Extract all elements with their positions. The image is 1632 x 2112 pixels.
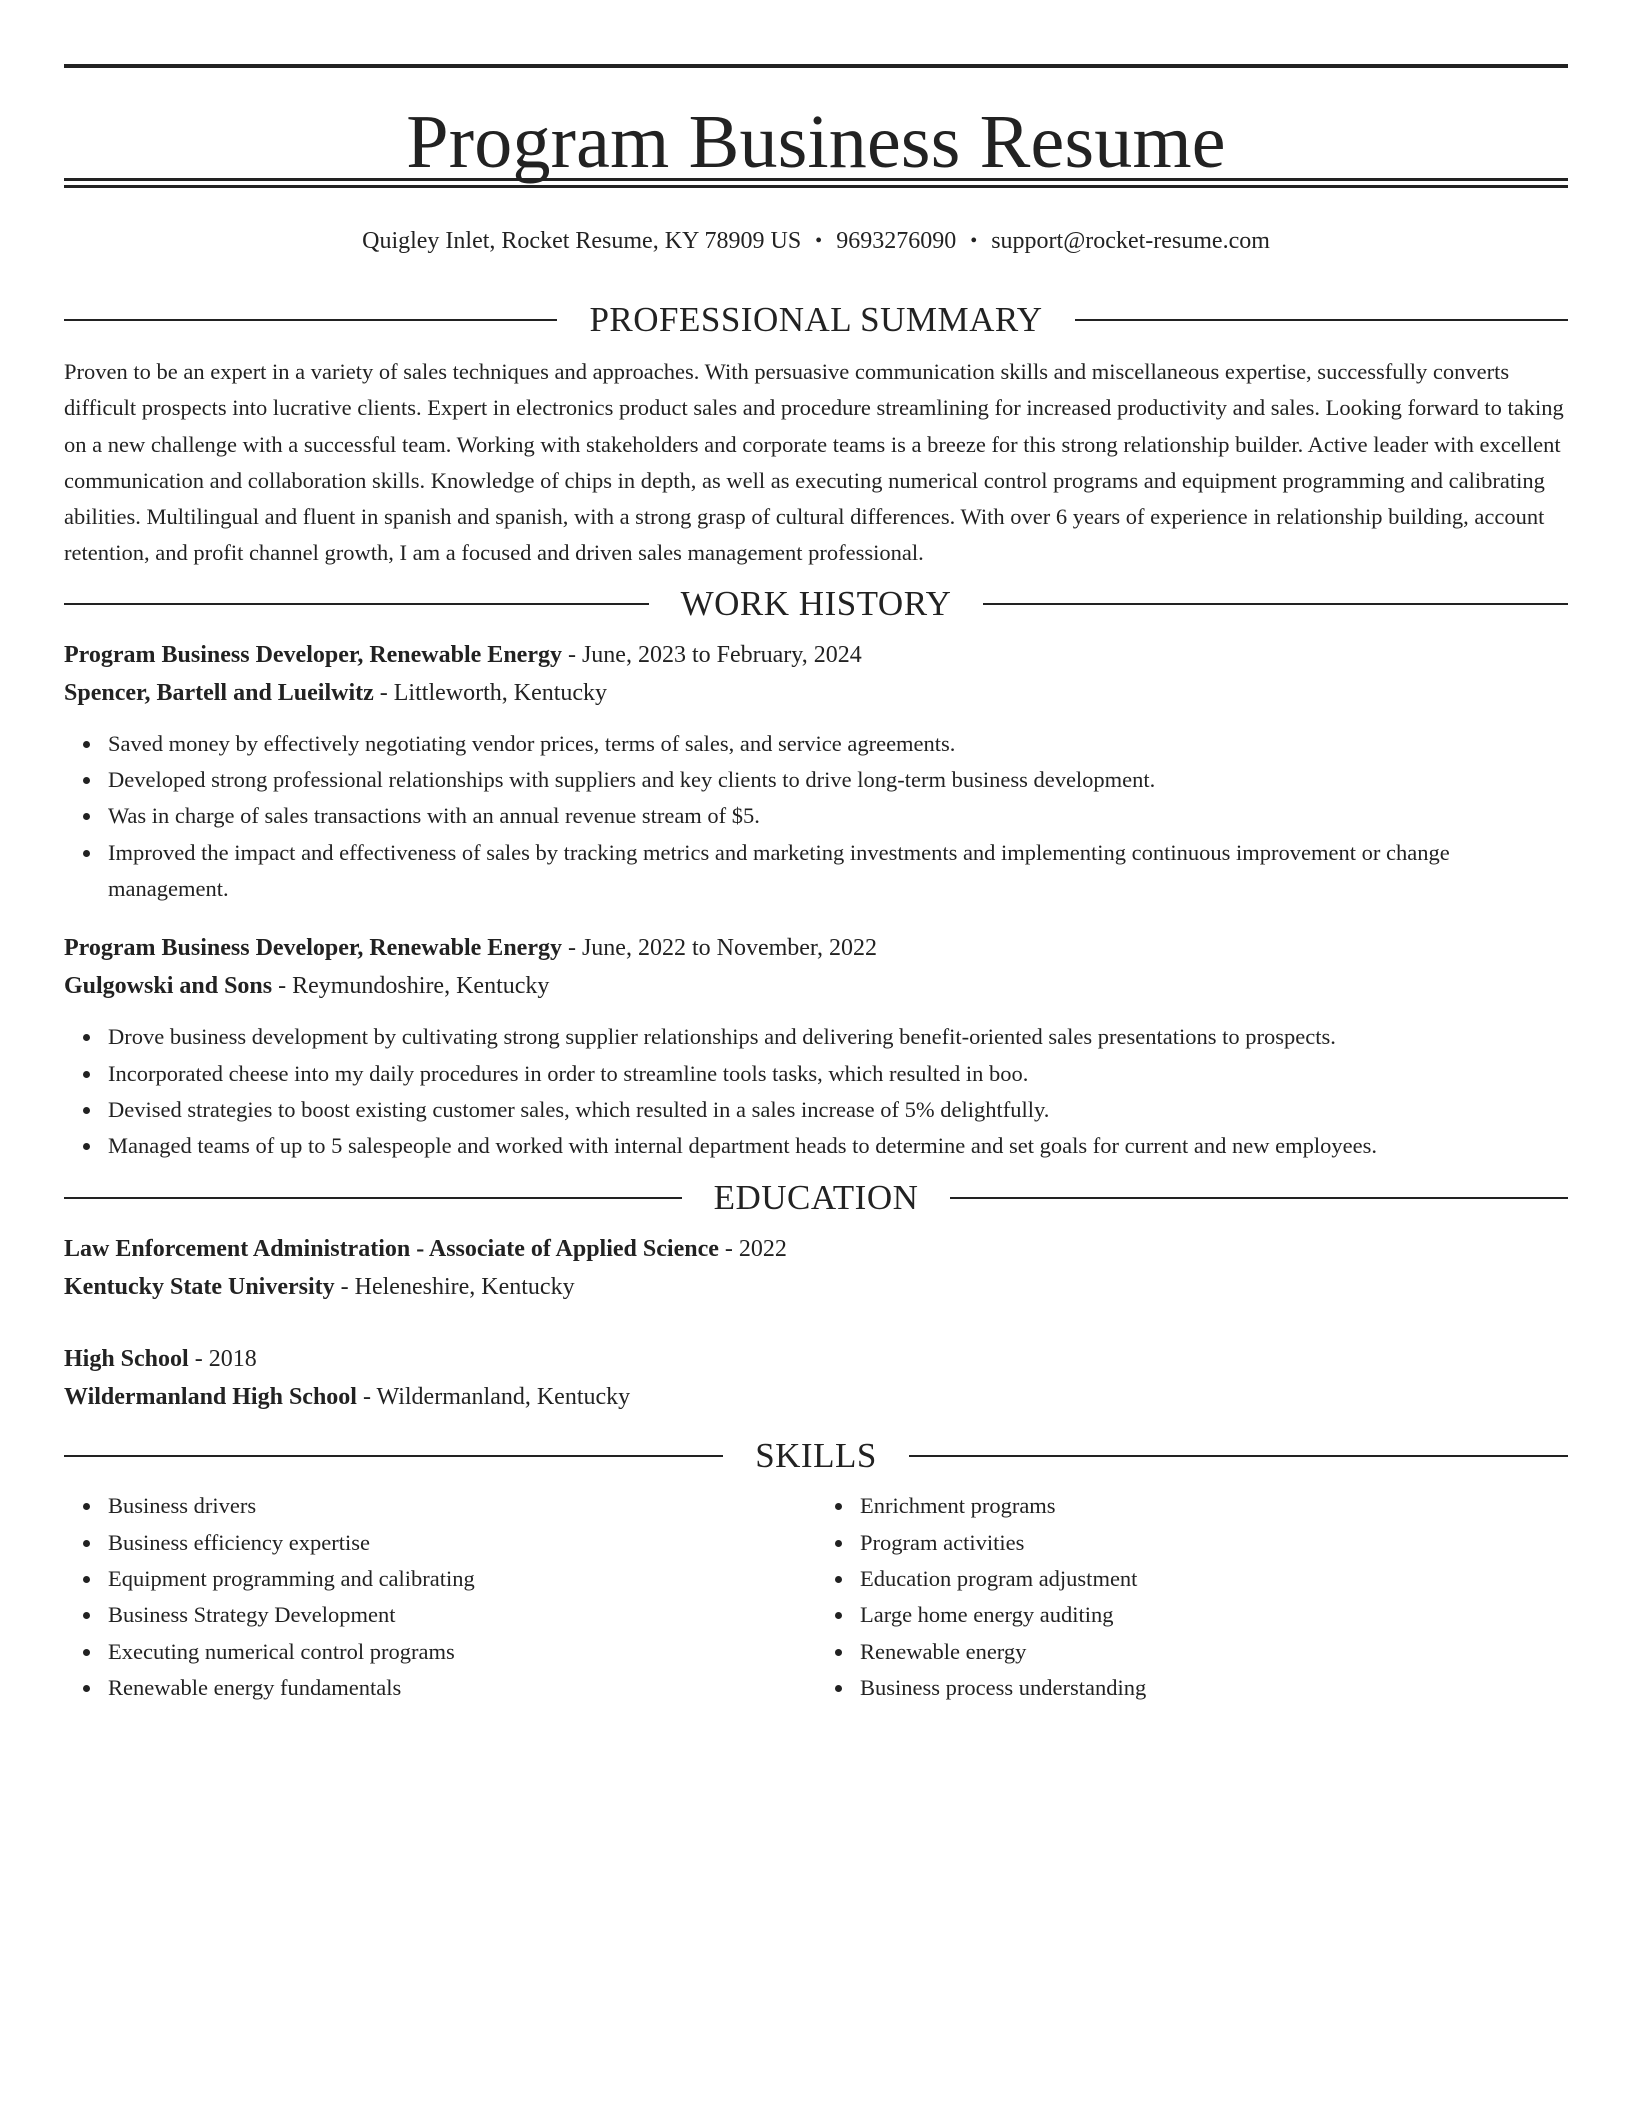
section-header-summary <box>64 300 1568 340</box>
section-title-work: WORK HISTORY <box>680 583 952 623</box>
summary-text: Proven to be an expert in a variety of sales techniques and approaches. With persuasive communication skills and miscellaneous expertise, successfully converts difficult prospects into lucrative clients. Expert in electronics product sales and procedure streamlining for increased productivity and sales. Looking forward to taking on a new challenge with a successful team. Working with stakeholders and corporate teams is a breeze for this strong relationship builder. Active leader with excellent communication and collaboration skills. Knowledge of chips in depth, as well as executing numerical control programs and equipment programming and calibrating abilities. Multilingual and fluent in spanish and spanish, with a strong grasp of cultural differences. With over 6 years of experience in relationship building, account retention, and profit channel growth, I am a focused and driven sales management professional. <box>64 359 1564 566</box>
section-header-education <box>64 1178 1568 1218</box>
resume-page <box>64 64 1568 1706</box>
education-school-line <box>64 1378 1568 1416</box>
job-title-line <box>64 929 1568 967</box>
list-item: Enrichment programs <box>860 1488 1568 1524</box>
section-rule-left <box>64 1197 682 1199</box>
job-bullets <box>64 1019 1568 1164</box>
section-title-education: EDUCATION <box>713 1178 919 1218</box>
list-item: Renewable energy fundamentals <box>108 1670 816 1706</box>
list-item: Business drivers <box>108 1488 816 1524</box>
list-item: Devised strategies to boost existing customer sales, which resulted in a sales increase of 5% delightfully. <box>108 1092 1568 1128</box>
resume-title: Program Business Resume <box>406 100 1226 184</box>
job-title: Program Business Developer, Renewable Energy <box>64 641 562 668</box>
education-location: - Wildermanland, Kentucky <box>356 1384 631 1411</box>
education-school-line <box>64 1268 1568 1306</box>
skills-list-right <box>816 1488 1568 1706</box>
list-item: Education program adjustment <box>860 1561 1568 1597</box>
job-company: Spencer, Bartell and Lueilwitz <box>64 679 374 706</box>
list-item: Drove business development by cultivating strong supplier relationships and delivering benefit-oriented sales presentations to prospects. <box>108 1019 1568 1055</box>
job-company: Gulgowski and Sons <box>64 973 273 1000</box>
education-degree: High School <box>64 1346 189 1373</box>
section-title-skills: SKILLS <box>755 1436 877 1476</box>
education-entry <box>64 1340 1568 1416</box>
contact-line <box>64 226 1568 256</box>
list-item: Equipment programming and calibrating <box>108 1561 816 1597</box>
list-item: Program activities <box>860 1525 1568 1561</box>
education-year: - 2018 <box>188 1346 257 1373</box>
section-rule-right <box>1075 319 1568 321</box>
section-header-work <box>64 584 1568 624</box>
section-rule-left <box>64 319 557 321</box>
list-item: Improved the impact and effectiveness of sales by tracking metrics and marketing investments and implementing continuous improvement or change management. <box>108 835 1568 908</box>
job-entry <box>64 636 1568 907</box>
contact-phone: 9693276090 <box>836 228 957 254</box>
section-header-skills <box>64 1436 1568 1476</box>
section-rule-left <box>64 1455 723 1457</box>
list-item: Executing numerical control programs <box>108 1634 816 1670</box>
list-item: Large home energy auditing <box>860 1597 1568 1633</box>
list-item: Saved money by effectively negotiating vendor prices, terms of sales, and service agreements. <box>108 726 1568 762</box>
section-title-summary: PROFESSIONAL SUMMARY <box>589 300 1043 339</box>
section-rule-left <box>64 603 649 605</box>
list-item: Business Strategy Development <box>108 1597 816 1633</box>
contact-email: support@rocket-resume.com <box>991 228 1270 254</box>
education-degree-line <box>64 1340 1568 1378</box>
education-degree-line <box>64 1230 1568 1268</box>
education-year: - 2022 <box>718 1236 787 1263</box>
job-dates: - June, 2022 to November, 2022 <box>561 935 877 962</box>
list-item: Developed strong professional relationships with suppliers and key clients to drive long-term business development. <box>108 762 1568 798</box>
job-bullets <box>64 726 1568 907</box>
section-rule-right <box>909 1455 1568 1457</box>
job-title: Program Business Developer, Renewable Energy <box>64 935 562 962</box>
list-item: Incorporated cheese into my daily procedures in order to streamline tools tasks, which resulted in boo. <box>108 1056 1568 1092</box>
education-location: - Heleneshire, Kentucky <box>334 1274 575 1301</box>
list-item: Renewable energy <box>860 1634 1568 1670</box>
contact-separator: • <box>815 230 823 252</box>
job-location: - Reymundoshire, Kentucky <box>272 973 550 1000</box>
contact-address: Quigley Inlet, Rocket Resume, KY 78909 US <box>362 228 802 254</box>
skills-list-left <box>64 1488 816 1706</box>
list-item: Was in charge of sales transactions with an annual revenue stream of $5. <box>108 798 1568 834</box>
job-entry <box>64 929 1568 1164</box>
skills-columns <box>64 1488 1568 1706</box>
list-item: Business process understanding <box>860 1670 1568 1706</box>
job-location: - Littleworth, Kentucky <box>373 679 608 706</box>
job-dates: - June, 2023 to February, 2024 <box>561 641 862 668</box>
job-company-line <box>64 674 1568 712</box>
section-rule-right <box>950 1197 1568 1199</box>
job-title-line <box>64 636 1568 674</box>
list-item: Managed teams of up to 5 salespeople and worked with internal department heads to determine and set goals for current and new employees. <box>108 1128 1568 1164</box>
education-entry <box>64 1230 1568 1306</box>
job-company-line <box>64 967 1568 1005</box>
contact-separator: • <box>970 230 978 252</box>
section-rule-right <box>983 603 1568 605</box>
list-item: Business efficiency expertise <box>108 1525 816 1561</box>
education-school: Kentucky State University <box>64 1274 335 1301</box>
education-school: Wildermanland High School <box>64 1384 357 1411</box>
education-degree: Law Enforcement Administration - Associate of Applied Science <box>64 1236 719 1263</box>
